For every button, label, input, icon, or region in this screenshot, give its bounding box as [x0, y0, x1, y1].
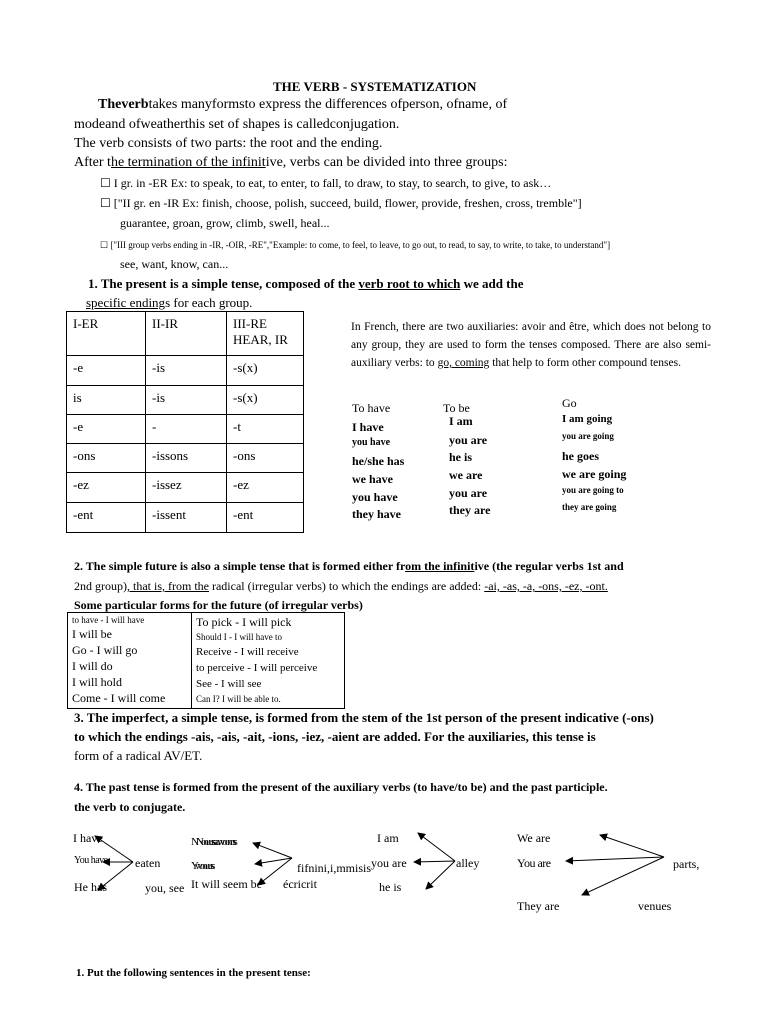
arrow-line — [414, 861, 455, 862]
intro-line-4-underlined: he termination of the infinit — [110, 155, 266, 170]
section-2-d: 2nd group) — [74, 579, 127, 593]
section-2-a: 2. The simple future is also a simple tense that is formed either fr — [74, 559, 406, 573]
section-1-e: s for each group. — [165, 295, 253, 310]
diagram-label: They are — [517, 899, 560, 913]
table-cell: to perceive - I will perceive — [196, 662, 318, 674]
checkbox-icon: ☐ — [100, 176, 111, 190]
table-cell: -is — [146, 356, 227, 386]
arrow-line — [258, 858, 292, 885]
table-cell: -ent — [67, 503, 146, 533]
intro-line-4-a: After t — [74, 155, 111, 170]
table-cell: See - I will see — [196, 678, 262, 690]
go-item: I am going — [562, 413, 613, 425]
table-header: II-IR — [146, 312, 227, 356]
table-cell: -issent — [146, 503, 227, 533]
section-2-e: , that is, from the — [127, 579, 209, 593]
arrow-line — [600, 835, 664, 857]
intro-line-3: The verb consists of two parts: the root and the ending. — [74, 136, 383, 151]
table-cell: -is — [146, 386, 227, 415]
diagram-label: You are — [517, 856, 551, 870]
section-1-underlined: verb root to which — [358, 276, 461, 291]
table-cell: Can I? I will be able to. — [196, 694, 281, 704]
section-3-line-3: form of a radical AV/ET. — [74, 748, 203, 763]
group-3-text: ["III group verbs ending in -IR, -OIR, -RE","Example: to come, to feel, to leave, to go out, to read, to say, to write, to take, to understand"] — [108, 240, 611, 250]
diagram-label: You have — [74, 855, 108, 866]
go-item: they are going — [562, 502, 617, 512]
table-cell: -t — [227, 415, 304, 444]
to-have-header: To have — [352, 401, 391, 415]
table-header: III-RE HEAR, IR — [227, 312, 304, 356]
checkbox-icon: ☐ — [100, 196, 111, 210]
table-cell: Come - I will come — [72, 691, 166, 705]
section-4-line-2: the verb to conjugate. — [74, 800, 186, 814]
diagram-label: NNoouussaavvoonnss — [191, 836, 235, 848]
section-1-a: 1. The present is a simple tense, composed of the — [88, 276, 359, 291]
arrow-line — [253, 843, 292, 858]
table-cell: Go - I will go — [72, 643, 138, 657]
section-4-line-1: 4. The past tense is formed from the present of the auxiliary verbs (to have/to be) and the past participle. — [74, 780, 608, 794]
to-have-item: you have — [352, 490, 398, 504]
diagram-label: Yvvoouuss — [191, 860, 213, 872]
intro-line-4-c: ive, verbs can be divided into three groups: — [265, 155, 508, 170]
to-have-item: they have — [352, 507, 401, 521]
section-2-endings: -ai, -as, -a, -ons, -ez, -ont. — [484, 579, 608, 593]
arrow-line — [566, 857, 664, 861]
go-header: Go — [562, 396, 577, 410]
diagram-label: you, see — [145, 881, 185, 895]
table-cell: -ons — [227, 444, 304, 473]
aux-paragraph-coming: coming — [454, 357, 490, 369]
diagram-label: venues — [638, 899, 672, 913]
table-cell: -s(x) — [227, 356, 304, 386]
to-have-item: he/she has — [352, 454, 405, 468]
diagram-label: you are — [371, 856, 407, 870]
table-cell: I will hold — [72, 675, 122, 689]
table-header: I-ER — [67, 312, 146, 356]
aux-paragraph-tail: that help to form other compound tenses. — [489, 357, 681, 369]
aux-paragraph-text: In French, there are two auxiliaries: avoir and être, which does not belong to any group, they are used to form the tenses composed. There are also semi-auxiliary verbs: to — [351, 321, 711, 369]
table-cell: Receive - I will receive — [196, 646, 299, 658]
table-cell: I will do — [72, 659, 113, 673]
table-cell: Should I - I will have to — [196, 632, 282, 642]
intro-line-2: modeand ofweatherthis set of shapes is calledconjugation. — [74, 117, 400, 132]
to-have-item: we have — [352, 472, 393, 486]
diagram-label: he is — [379, 880, 402, 894]
section-1-c: we add the — [460, 276, 524, 291]
section-3-line-2: to which the endings -ais, -ais, -ait, -ions, -iez, -aient are added. For the auxiliaries, this tense is — [74, 729, 596, 744]
group-1-text: I gr. in -ER Ex: to speak, to eat, to enter, to fall, to draw, to stay, to search, to give, to ask… — [110, 176, 552, 190]
to-be-item: we are — [449, 468, 483, 482]
to-be-item: he is — [449, 450, 473, 464]
arrow-line — [95, 836, 133, 862]
diagram-label: I have — [73, 831, 103, 845]
diagram-label: fifnini,i,mmisis — [297, 861, 372, 875]
diagram-label: It will seem be — [191, 877, 262, 891]
table-cell: -ez — [227, 473, 304, 503]
diagram-label: He has — [74, 880, 107, 894]
go-item: he goes — [562, 449, 599, 463]
to-be-header: To be — [443, 401, 470, 415]
arrow-line — [255, 858, 292, 864]
table-cell: -issons — [146, 444, 227, 473]
go-item: we are going — [562, 467, 627, 481]
to-be-item: they are — [449, 503, 491, 517]
checkbox-icon: ☐ — [100, 240, 109, 250]
diagram-label: alley — [456, 856, 480, 870]
group-2-text: ["II gr. en -IR Ex: finish, choose, polish, succeed, build, flower, provide, freshen, cross, tremble"] — [110, 196, 582, 210]
go-item: you are going to — [562, 485, 624, 495]
intro-verb-word: Theverb — [98, 97, 149, 112]
arrow-line — [98, 862, 133, 890]
intro-line-1-rest: takes manyformsto express the differences ofperson, ofname, of — [148, 97, 508, 112]
section-1-d: specific ending — [86, 295, 166, 310]
to-have-item: I have — [352, 420, 384, 434]
table-cell: -ez — [67, 473, 146, 503]
section-3-line-1: 3. The imperfect, a simple tense, is formed from the stem of the 1st person of the present indicative (-ons) — [74, 710, 654, 725]
aux-paragraph-go: go, — [437, 357, 455, 369]
table-cell: I will be — [72, 627, 112, 641]
section-2-subheading: Some particular forms for the future (of irregular verbs) — [74, 598, 363, 612]
to-be-item: I am — [449, 414, 473, 428]
to-be-item: you are — [449, 433, 488, 447]
diagram-label: I am — [377, 831, 399, 845]
exercise-1-heading: 1. Put the following sentences in the present tense: — [76, 967, 311, 979]
table-cell: - — [146, 415, 227, 444]
table-cell: -ons — [67, 444, 146, 473]
go-item: you are going — [562, 431, 614, 441]
arrow-line — [582, 857, 664, 895]
table-cell: To pick - I will pick — [196, 615, 292, 629]
group-2-continuation: guarantee, groan, grow, climb, swell, heal... — [120, 216, 330, 230]
table-cell: -s(x) — [227, 386, 304, 415]
to-be-item: you are — [449, 486, 488, 500]
table-cell: -e — [67, 356, 146, 386]
section-2-b: om the infinit — [405, 559, 475, 573]
table-cell: -e — [67, 415, 146, 444]
to-have-item: you have — [352, 437, 391, 448]
table-cell: -ent — [227, 503, 304, 533]
diagram-label: parts, — [673, 857, 700, 871]
section-2-f: radical (irregular verbs) to which the endings are added: — [208, 579, 485, 593]
table-cell: -issez — [146, 473, 227, 503]
group-3-continuation: see, want, know, can... — [120, 257, 229, 271]
diagram-label: eaten — [135, 856, 161, 870]
section-2-c: ive (the regular verbs 1st and — [474, 559, 624, 573]
diagram-label: We are — [517, 831, 551, 845]
diagram-label: écricrit — [283, 877, 317, 891]
table-cell: to have - I will have — [72, 615, 145, 625]
table-cell: is — [67, 386, 146, 415]
page-title: THE VERB - SYSTEMATIZATION — [273, 79, 477, 94]
arrow-line — [418, 833, 455, 861]
arrow-line — [426, 861, 455, 889]
